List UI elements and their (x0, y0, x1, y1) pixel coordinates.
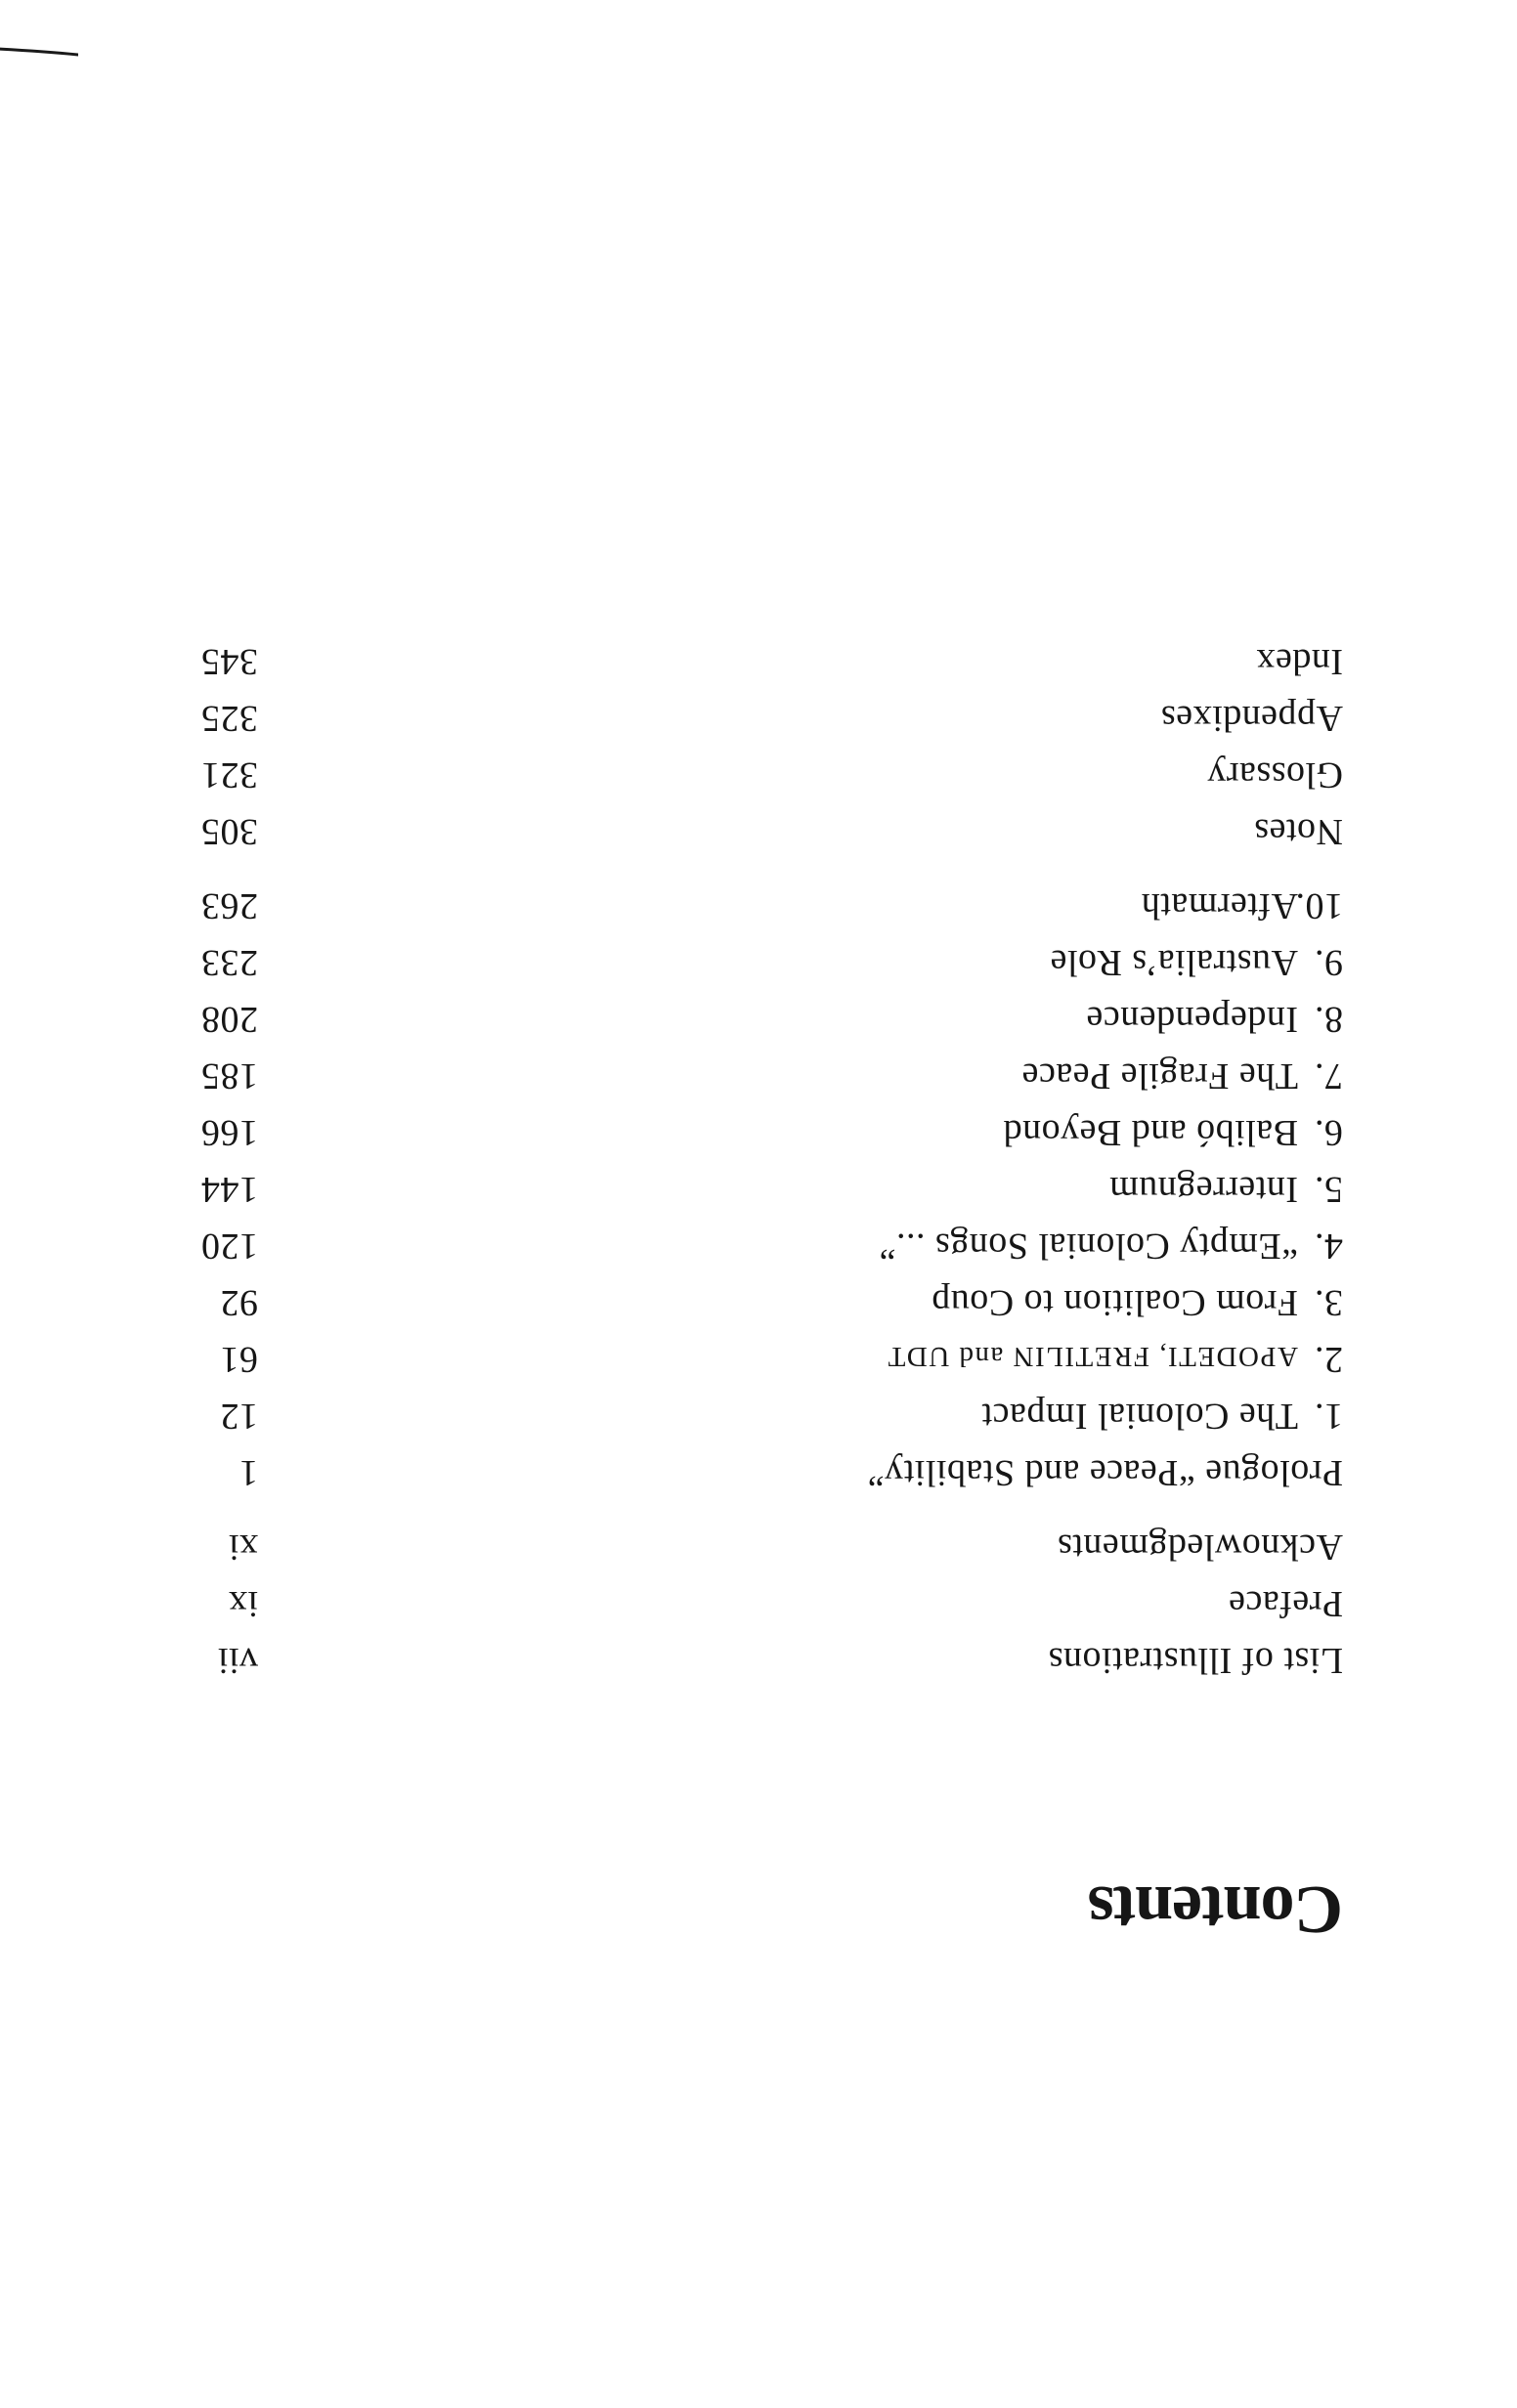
toc-entry-chapter-6 (160, 1108, 1343, 1157)
toc-entry-preface (160, 1579, 1343, 1628)
toc-entry-page: xi (228, 1526, 258, 1568)
toc-entry-list-of-illustrations (160, 1636, 1343, 1685)
toc-entry-chapter-9 (160, 938, 1343, 987)
pen-stroke-mark (0, 47, 78, 57)
chapter-number: 10. (1295, 885, 1343, 926)
toc-entry-glossary (160, 751, 1343, 799)
toc-entry-label: Australia’s Role (1050, 942, 1298, 983)
toc-entry-label: Prologue “Peace and Stability” (867, 1452, 1343, 1493)
toc-entry-page: 120 (200, 1226, 258, 1267)
page-title: Contents (1088, 1871, 1343, 1947)
toc-entry-page: 345 (200, 641, 258, 682)
chapter-number: 1. (1314, 1396, 1343, 1437)
toc-entry-page: 321 (200, 754, 258, 796)
toc-entry-label: The Colonial Impact (981, 1396, 1298, 1437)
toc-entry-chapter-1 (160, 1392, 1343, 1440)
toc-entry-chapter-7 (160, 1052, 1343, 1100)
toc-entry-label: Glossary (1206, 754, 1343, 796)
toc-entry-chapter-3 (160, 1278, 1343, 1327)
toc-entry-label: Interregnum (1108, 1169, 1298, 1210)
toc-entry-label: Index (1255, 641, 1343, 682)
toc-entry-prologue (160, 1448, 1343, 1497)
toc-entry-chapter-2 (160, 1335, 1343, 1384)
chapter-number: 3. (1314, 1282, 1343, 1323)
toc-entry-index (160, 637, 1343, 686)
chapter-number: 4. (1314, 1226, 1343, 1267)
toc-entry-chapter-10 (160, 882, 1343, 930)
toc-entry-page: 233 (200, 942, 258, 983)
toc-entry-label: Preface (1228, 1583, 1343, 1624)
toc-entry-page: 61 (220, 1339, 258, 1380)
toc-entry-label: From Coalition to Coup (931, 1282, 1298, 1323)
chapter-number: 8. (1314, 999, 1343, 1040)
toc-entry-label: “Empty Colonial Songs ...” (879, 1226, 1298, 1267)
chapter-number: 7. (1314, 1055, 1343, 1096)
toc-entry-page: 166 (200, 1112, 258, 1153)
toc-entry-label: Independence (1086, 999, 1298, 1040)
toc-entry-acknowledgments (160, 1523, 1343, 1571)
toc-entry-label: Acknowledgments (1057, 1526, 1343, 1568)
toc-entry-label: Notes (1253, 811, 1343, 852)
toc-entry-page: ix (228, 1583, 258, 1624)
toc-entry-label: Balibó and Beyond (1003, 1112, 1298, 1153)
chapter-number: 9. (1314, 942, 1343, 983)
toc-entry-chapter-4 (160, 1222, 1343, 1270)
toc-entry-page: 263 (200, 885, 258, 926)
chapter-number: 2. (1314, 1339, 1343, 1380)
toc-entry-page: 92 (220, 1282, 258, 1323)
toc-entry-label: Appendixes (1160, 698, 1343, 739)
toc-entry-page: 208 (200, 999, 258, 1040)
toc-entry-label: Aftermath (1141, 885, 1298, 926)
toc-entry-chapter-5 (160, 1165, 1343, 1214)
toc-entry-appendixes (160, 694, 1343, 743)
toc-entry-label: The Fragile Peace (1021, 1055, 1298, 1096)
toc-entry-chapter-8 (160, 995, 1343, 1044)
toc-entry-page: vii (217, 1640, 258, 1681)
toc-entry-page: 1 (238, 1452, 258, 1493)
toc-entry-page: 325 (200, 698, 258, 739)
toc-entry-page: 185 (200, 1055, 258, 1096)
toc-entry-notes (160, 807, 1343, 856)
toc-entry-page: 12 (220, 1396, 258, 1437)
toc-entry-label: APODETI, FRETILIN and UDT (887, 1341, 1298, 1372)
toc-entry-label: List of Illustrations (1048, 1640, 1343, 1681)
chapter-number: 6. (1314, 1112, 1343, 1153)
toc-entry-page: 305 (200, 811, 258, 852)
chapter-number: 5. (1314, 1169, 1343, 1210)
toc-entry-page: 144 (200, 1169, 258, 1210)
